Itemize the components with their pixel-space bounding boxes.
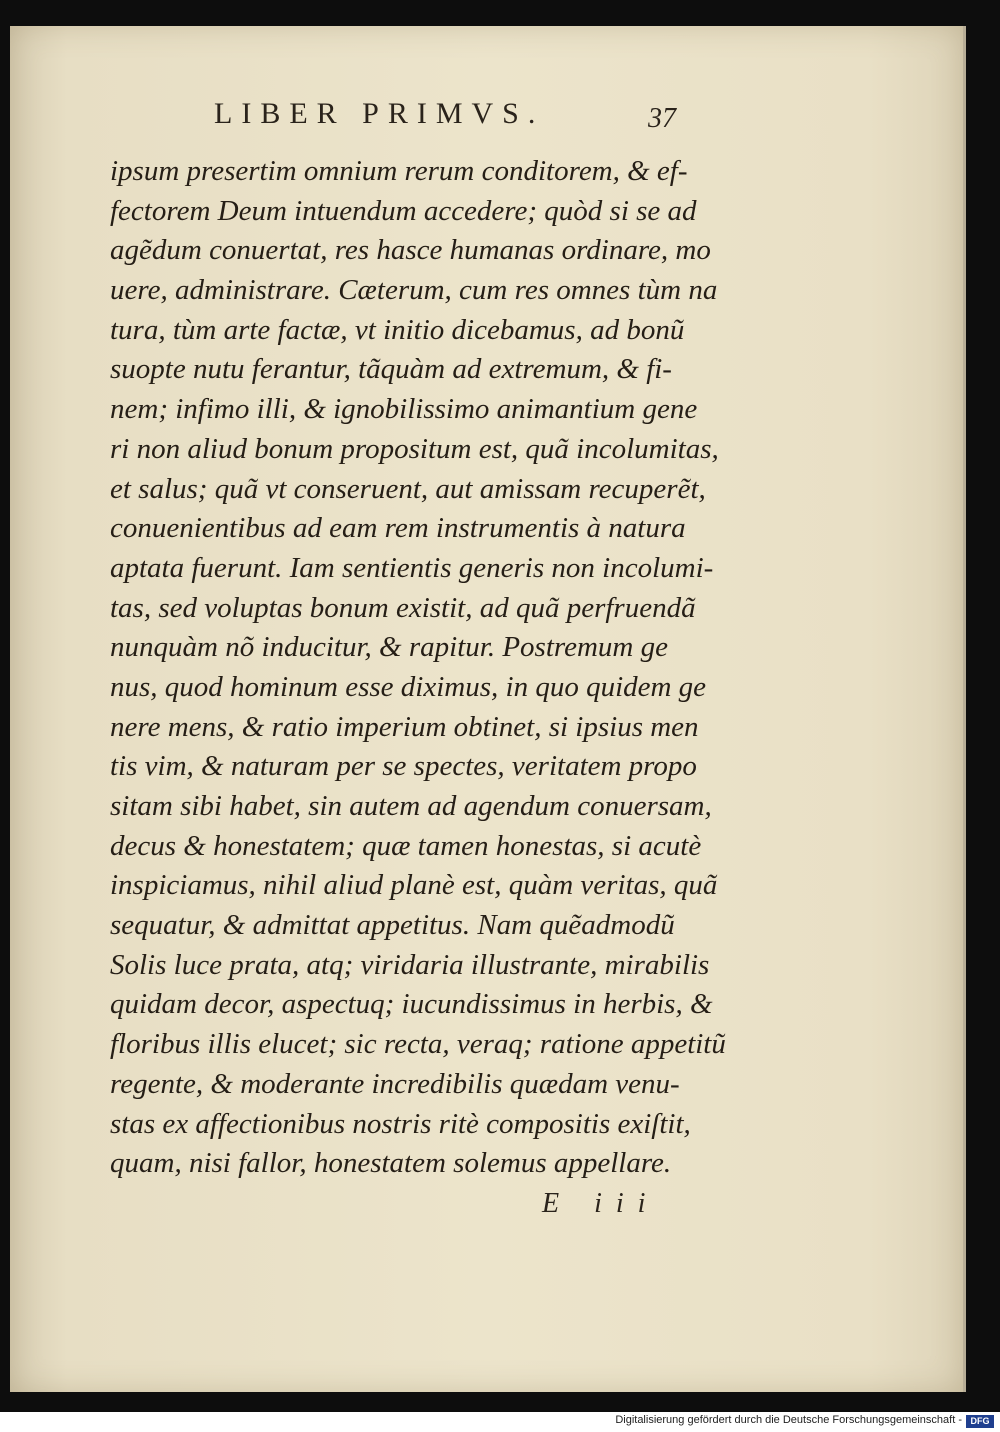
signature-mark: E iii bbox=[542, 1188, 660, 1219]
text-line: tura, tùm arte factæ, vt initio dicebamus, ad bonũ bbox=[110, 313, 685, 346]
text-line: aptata fuerunt. Iam sentientis generis non incolumi- bbox=[110, 551, 714, 584]
text-line: ipsum presertim omnium rerum conditorem, & ef- bbox=[110, 155, 688, 187]
running-head: LIBER PRIMVS. bbox=[214, 97, 545, 130]
text-line: quam, nisi fallor, honestatem solemus appellare. bbox=[110, 1147, 672, 1180]
text-line: conuenientibus ad eam rem instrumentis à natura bbox=[110, 512, 686, 545]
text-line: nere mens, & ratio imperium obtinet, si ipsius men bbox=[110, 710, 699, 743]
text-line: fectorem Deum intuendum accedere; quòd si se ad bbox=[110, 194, 697, 227]
text-line: nem; infimo illi, & ignobilissimo animantium gene bbox=[110, 393, 698, 426]
text-line: regente, & moderante incredibilis quædam venu- bbox=[110, 1067, 680, 1100]
text-line: inspiciamus, nihil aliud planè est, quàm veritas, quã bbox=[110, 869, 718, 902]
funding-notice: Digitalisierung gefördert durch die Deutsche Forschungsgemeinschaft - bbox=[615, 1414, 962, 1426]
text-line: uere, administrare. Cæterum, cum res omnes tùm na bbox=[110, 274, 718, 307]
text-line: et salus; quã vt conseruent, aut amissam recuperẽt, bbox=[110, 472, 706, 505]
text-line: stas ex affectionibus nostris ritè compositis exiſtit, bbox=[110, 1107, 691, 1140]
text-line: tis vim, & naturam per se spectes, veritatem propo bbox=[110, 750, 697, 783]
text-line: agẽdum conuertat, res hasce humanas ordinare, mo bbox=[110, 234, 711, 267]
text-line: decus & honestatem; quæ tamen honestas, si acutè bbox=[110, 829, 702, 862]
text-line: tas, sed voluptas bonum existit, ad quã perfruendã bbox=[110, 591, 696, 624]
page-edge bbox=[963, 26, 966, 1392]
text-line: floribus illis elucet; sic recta, veraq; ratione appetitũ bbox=[110, 1028, 726, 1061]
text-line: quidam decor, aspectuq; iucundissimus in herbis, & bbox=[110, 988, 713, 1021]
body-text bbox=[110, 152, 730, 1184]
page-number: 37 bbox=[648, 103, 676, 134]
text-line: nunquàm nõ inducitur, & rapitur. Postremum ge bbox=[110, 631, 668, 664]
text-line: sequatur, & admittat appetitus. Nam quẽadmodũ bbox=[110, 909, 675, 942]
text-line: Solis luce prata, atq; viridaria illustrante, mirabilis bbox=[110, 948, 710, 981]
text-line: nus, quod hominum esse diximus, in quo quidem ge bbox=[110, 670, 707, 703]
text-line: sitam sibi habet, sin autem ad agendum conuersam, bbox=[110, 790, 712, 822]
footer-bar bbox=[0, 1412, 1000, 1432]
text-line: suopte nutu ferantur, tãquàm ad extremum, & fi- bbox=[110, 353, 672, 386]
dfg-logo: DFG bbox=[966, 1415, 994, 1428]
text-line: ri non aliud bonum propositum est, quã incolumitas, bbox=[110, 432, 719, 465]
